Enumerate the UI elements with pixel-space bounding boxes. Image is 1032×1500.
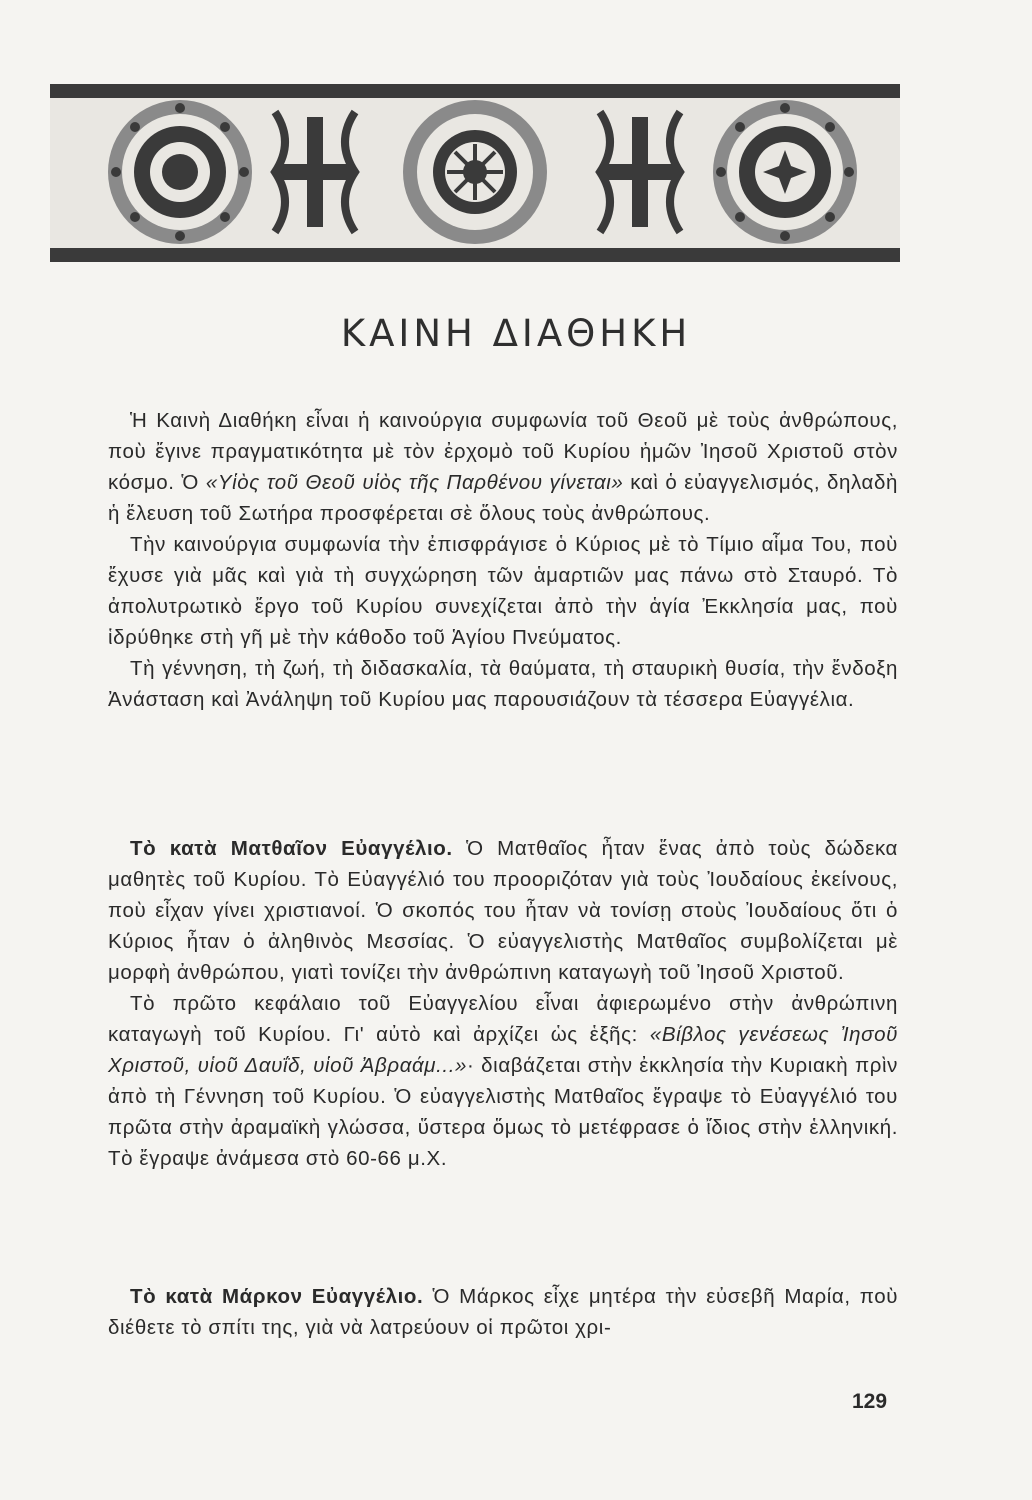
matthew-p2-text-b: · διαβάζεται στὴν ἐκκλησία τὴν Κυριακὴ πρὶν ἀπὸ τὴ Γέννηση τοῦ Κυρίου. Ὁ εὐαγγελιστὴς Ματθαῖος ἔγραψε τὸ Εὐαγγέλιό του πρῶτα στὴν ἀραμαϊκὴ γλώσσα, ὕστερα ὅμως τὸ μετέφρασε ὁ ἴδιος στὴν ἑλληνική. Τὸ ἔγραψε ἀνάμεσα στὸ 60-66 μ.Χ. xyxy=(108,1054,898,1170)
intro-p1-text-a: Ἡ Καινὴ Διαθήκη εἶναι ἡ καινούργια συμφωνία τοῦ Θεοῦ μὲ τοὺς ἀνθρώπους, ποὺ ἔγινε πραγματικότητα μὲ τὸν ἐρχομὸ τοῦ Κυρίου ἡμῶν Ἰησοῦ Χριστοῦ στὸν κόσμο. Ὁ xyxy=(108,409,898,494)
intro-section xyxy=(108,405,898,715)
rosette-right xyxy=(713,100,857,244)
intro-paragraph-2: Τὴν καινούργια συμφωνία τὴν ἐπισφράγισε ὁ Κύριος μὲ τὸ Τίμιο αἷμα Του, ποὺ ἔχυσε γιὰ μᾶς καὶ γιὰ τὴ συγχώρηση τῶν ἁμαρτιῶν μας πάνω στὸ Σταυρό. Τὸ ἀπολυτρωτικὸ ἔργο τοῦ Κυρίου συνεχίζεται ἀπὸ τὴν ἁγία Ἐκκλησία μας, ποὺ ἱδρύθηκε στὴ γῆ μὲ τὴν κάθοδο τοῦ Ἁγίου Πνεύματος. xyxy=(108,533,898,649)
matthew-paragraph-1 xyxy=(108,833,898,988)
matthew-p2-text-a: Τὸ πρῶτο κεφάλαιο τοῦ Εὐαγγελίου εἶναι ἀφιερωμένο στὴν ἀνθρώπινη καταγωγὴ τοῦ Κυρίου. Γι' αὐτὸ καὶ ἀρχίζει ὡς ἑξῆς: xyxy=(108,992,898,1046)
page-number: 129 xyxy=(852,1390,888,1413)
rosette-center xyxy=(403,100,547,244)
mark-section xyxy=(108,1281,898,1343)
matthew-p2-quote: «Βίβλος γενέσεως Ἰησοῦ Χριστοῦ, υἱοῦ Δαυΐδ, υἱοῦ Ἀβραάμ...» xyxy=(108,1023,898,1077)
matthew-section xyxy=(108,833,898,1174)
matthew-p1-text: Ὁ Ματθαῖος ἦταν ἕνας ἀπὸ τοὺς δώδεκα μαθητὲς τοῦ Κυρίου. Τὸ Εὐαγγέλιό του προοριζόταν γιὰ τοὺς Ἰουδαίους ἐκείνους, ποὺ εἶχαν γίνει χριστιανοί. Ὁ σκοπός του ἦταν νὰ τονίσῃ στοὺς Ἰουδαίους ὅτι ὁ Κύριος ἦταν ὁ ἀληθινὸς Μεσσίας. Ὁ εὐαγγελιστὴς Ματθαῖος συμβολίζεται μὲ μορφὴ ἀνθρώπου, γιατὶ τονίζει τὴν ἀνθρώπινη καταγωγὴ τοῦ Ἰησοῦ Χριστοῦ. xyxy=(108,837,899,984)
matthew-paragraph-2 xyxy=(108,988,898,1174)
matthew-heading: Τὸ κατὰ Ματθαῖον Εὐαγγέλιο. xyxy=(130,837,453,860)
intro-p1-text-b: καὶ ὁ εὐαγγελισμός, δηλαδὴ ἡ ἔλευση τοῦ Σωτήρα προσφέρεται σὲ ὅλους τοὺς ἀνθρώπους. xyxy=(108,471,898,525)
mark-paragraph-1 xyxy=(108,1281,898,1343)
chapter-title: ΚΑΙΝΗ ΔΙΑΘΗΚΗ xyxy=(340,312,692,355)
rosette-left xyxy=(108,100,252,244)
intro-p1-quote: «Υἱὸς τοῦ Θεοῦ υἱὸς τῆς Παρθένου γίνεται» xyxy=(205,471,624,494)
mark-p1-text: Ὁ Μάρκος εἶχε μητέρα τὴν εὐσεβῆ Μαρία, ποὺ διέθετε τὸ σπίτι της, γιὰ νὰ λατρεύουν οἱ πρῶτοι χρι- xyxy=(108,1285,899,1339)
mark-heading: Τὸ κατὰ Μάρκον Εὐαγγέλιο. xyxy=(130,1285,424,1308)
intro-paragraph-1 xyxy=(108,405,898,529)
intro-paragraph-3: Τὴ γέννηση, τὴ ζωή, τὴ διδασκαλία, τὰ θαύματα, τὴ σταυρικὴ θυσία, τὴν ἔνδοξη Ἀνάσταση καὶ Ἀνάληψη τοῦ Κυρίου μας παρουσιάζουν τὰ τέσσερα Εὐαγγέλια. xyxy=(108,657,898,711)
decorative-header-ornament xyxy=(50,72,900,262)
